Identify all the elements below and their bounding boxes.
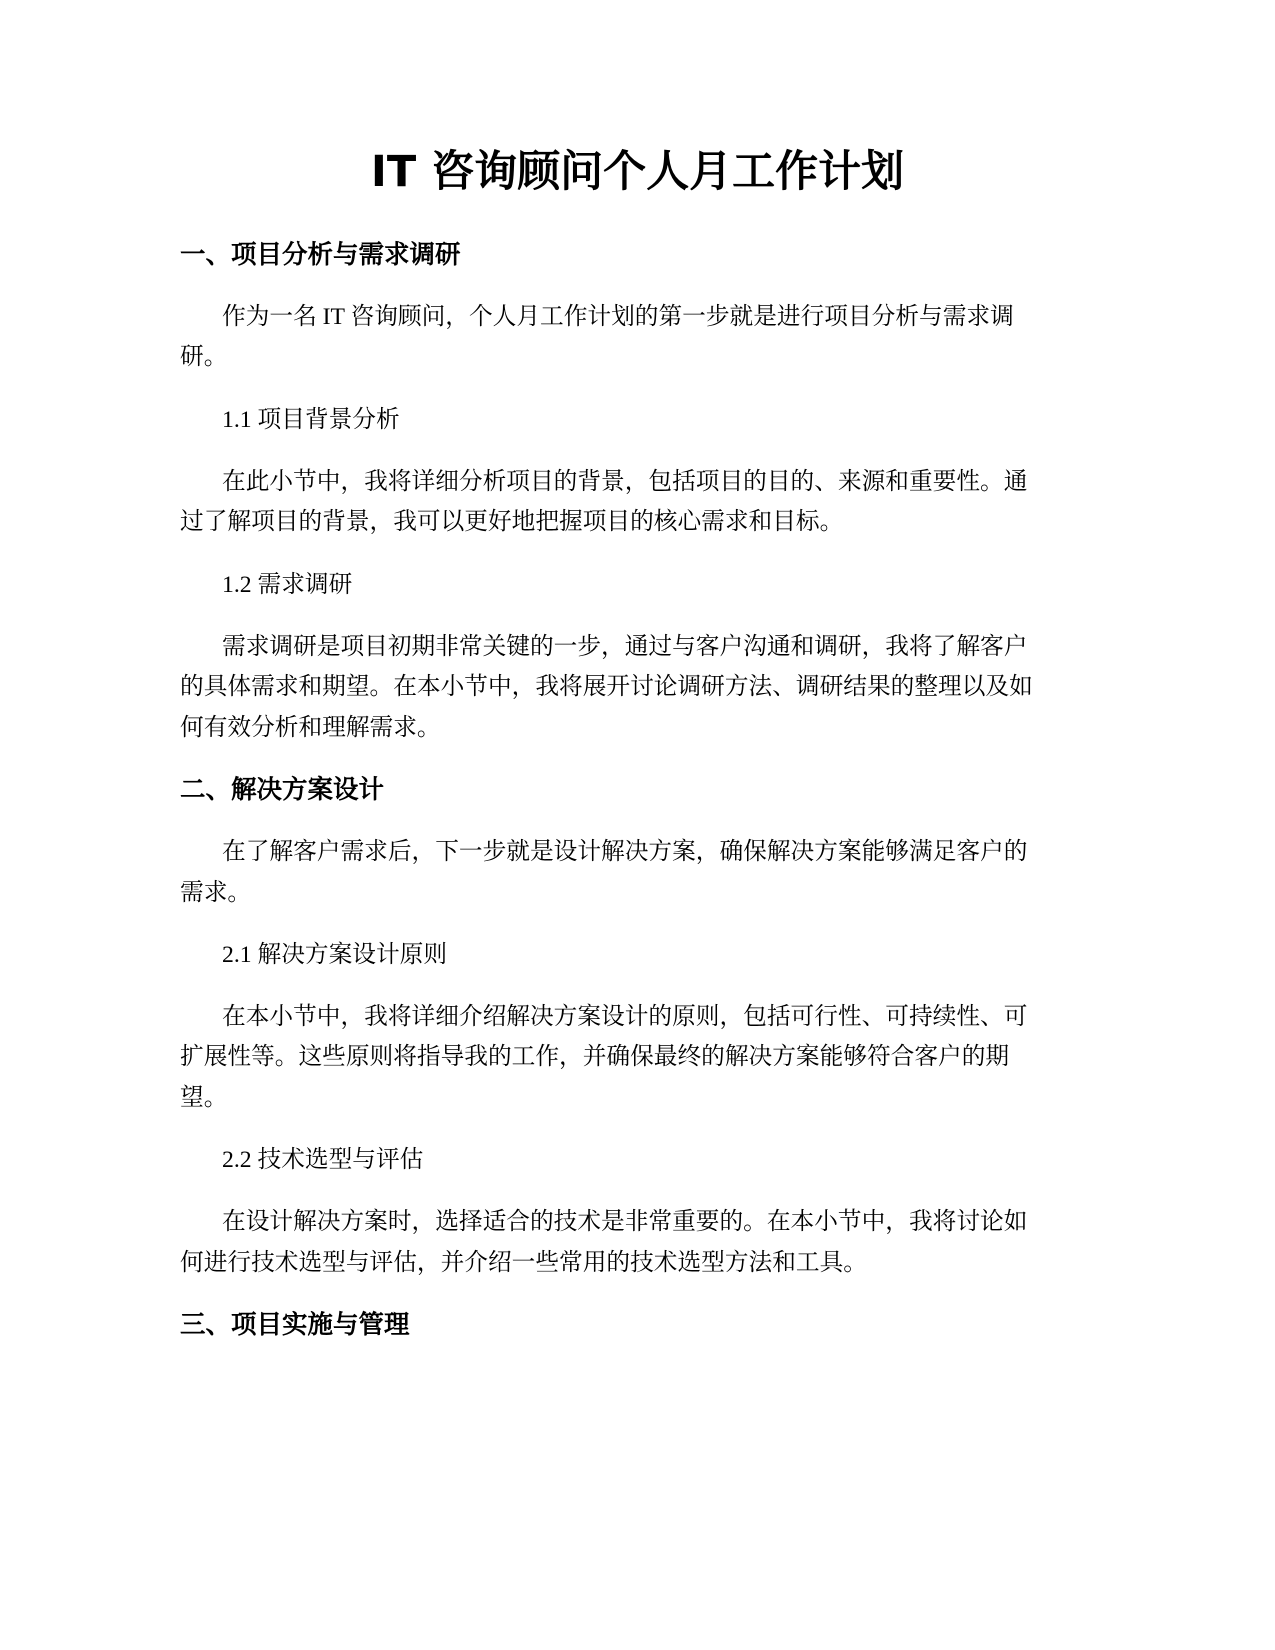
subsection-heading: 2.1 解决方案设计原则 bbox=[222, 941, 448, 968]
paragraph bbox=[180, 832, 1060, 913]
paragraph bbox=[180, 462, 1060, 543]
paragraph-line: 在本小节中，我将详细介绍解决方案设计的原则，包括可行性、可持续性、可 bbox=[222, 1003, 1028, 1030]
paragraph-line: 何进行技术选型与评估，并介绍一些常用的技术选型方法和工具。 bbox=[180, 1249, 867, 1276]
paragraph-line: 作为一名 IT 咨询顾问，个人月工作计划的第一步就是进行项目分析与需求调 bbox=[222, 303, 1014, 330]
subsection-heading: 1.2 需求调研 bbox=[222, 571, 353, 598]
paragraph bbox=[180, 997, 1060, 1119]
subsection-heading: 2.2 技术选型与评估 bbox=[222, 1147, 424, 1174]
paragraph-line: 在设计解决方案时，选择适合的技术是非常重要的。在本小节中，我将讨论如 bbox=[222, 1209, 1028, 1236]
paragraph-line: 在了解客户需求后，下一步就是设计解决方案，确保解决方案能够满足客户的 bbox=[222, 839, 1028, 866]
paragraph-line: 在此小节中，我将详细分析项目的背景，包括项目的目的、来源和重要性。通 bbox=[222, 468, 1028, 495]
paragraph-line: 望。 bbox=[180, 1084, 228, 1111]
section-heading: 一、项目分析与需求调研 bbox=[180, 239, 461, 270]
paragraph-line: 的具体需求和期望。在本小节中，我将展开讨论调研方法、调研结果的整理以及如 bbox=[180, 674, 1033, 701]
subsection-heading: 1.1 项目背景分析 bbox=[222, 406, 400, 433]
paragraph-line: 何有效分析和理解需求。 bbox=[180, 714, 441, 741]
document-title: IT 咨询顾问个人月工作计划 bbox=[370, 147, 905, 197]
paragraph-line: 需求。 bbox=[180, 879, 252, 906]
section-heading: 二、解决方案设计 bbox=[180, 774, 385, 805]
document-body bbox=[180, 235, 1060, 1367]
paragraph-line: 扩展性等。这些原则将指导我的工作，并确保最终的解决方案能够符合客户的期 bbox=[180, 1044, 1010, 1071]
paragraph-line: 过了解项目的背景，我可以更好地把握项目的核心需求和目标。 bbox=[180, 509, 844, 536]
paragraph-line: 研。 bbox=[180, 344, 228, 371]
paragraph bbox=[180, 627, 1060, 749]
paragraph-line: 需求调研是项目初期非常关键的一步，通过与客户沟通和调研，我将了解客户 bbox=[222, 633, 1028, 660]
section-heading: 三、项目实施与管理 bbox=[180, 1310, 410, 1340]
paragraph bbox=[180, 1202, 1060, 1283]
paragraph bbox=[180, 297, 1060, 378]
